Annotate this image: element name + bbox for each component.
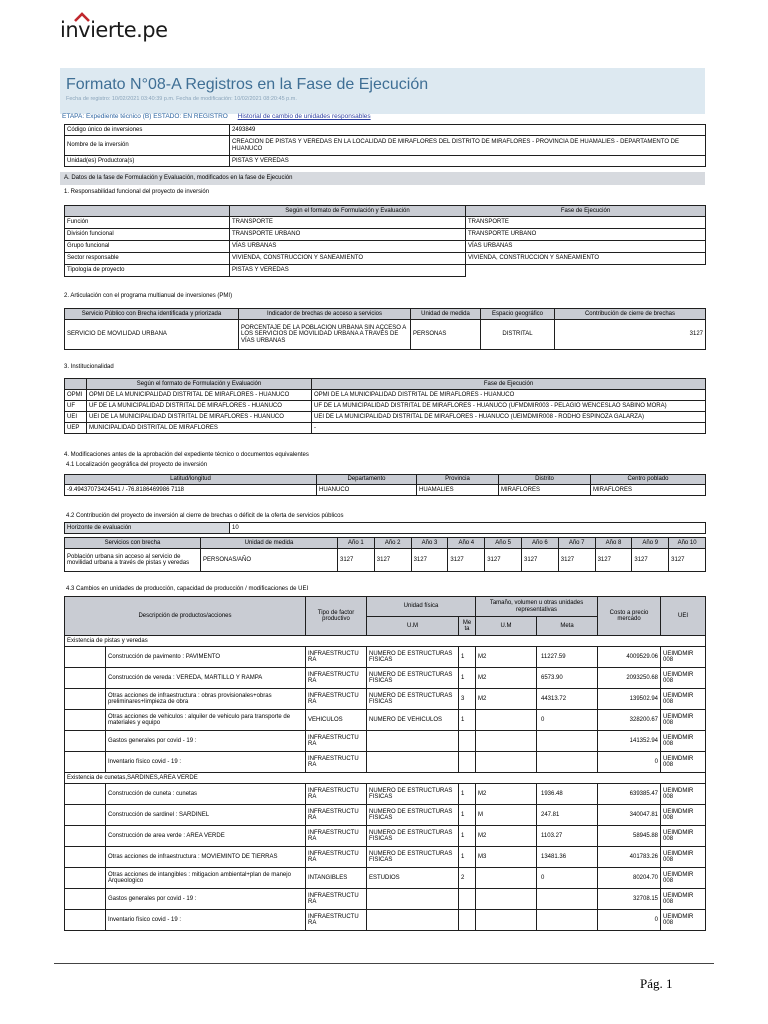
cell-meta1	[459, 752, 476, 773]
cell-tipo: INFRAESTRUCTU RA	[306, 805, 367, 826]
header-cell: Año 7	[558, 538, 595, 549]
cell: 3127	[555, 320, 706, 350]
cell-tipo: INFRAESTRUCTU RA	[306, 826, 367, 847]
cell-costo: 139502.94	[598, 689, 661, 710]
header-cell: Distrito	[499, 475, 591, 485]
cell-uei: UEIMDMIR 008	[661, 847, 706, 868]
cell-um2	[476, 910, 537, 931]
cell: OPMI DE LA MUNICIPALIDAD DISTRITAL DE MIRAFLORES - HUANUCO	[312, 390, 706, 401]
cell-um1: NUMERO DE VEHICULOS	[367, 710, 459, 731]
cell-uei: UEIMDMIR 008	[661, 805, 706, 826]
header-cell: Fase de Ejecución	[466, 206, 706, 217]
header-cell: Año 5	[485, 538, 522, 549]
cell-meta1: 1	[459, 647, 476, 668]
cell-meta1: 1	[459, 784, 476, 805]
header-uei: UEI	[661, 597, 706, 636]
table-row	[65, 731, 706, 752]
cell-desc: Construcción de vereda : VEREDA, MARTILLO Y RAMPA	[106, 668, 306, 689]
cell-um2: M2	[476, 689, 537, 710]
header-cell: Año 8	[595, 538, 632, 549]
cell: UEP	[65, 423, 87, 434]
cell: Grupo funcional	[65, 241, 230, 253]
table-row	[65, 784, 706, 805]
cell-desc: Construcción de area verde : AREA VERDE	[106, 826, 306, 847]
table-row	[65, 910, 706, 931]
section-a-title: A. Datos de la fase de Formulación y Evaluación, modificados en la fase de Ejecución	[64, 175, 293, 181]
table-row	[65, 889, 706, 910]
header-cell: Provincia	[417, 475, 499, 485]
header-cell: Año 6	[521, 538, 558, 549]
cell-desc: Construcción de cuneta : cunetas	[106, 784, 306, 805]
section-42-title: 4.2 Contribución del proyecto de inversión al cierre de brechas o déficit de la oferta de servicios públicos	[66, 513, 344, 519]
cell-meta2	[537, 752, 598, 773]
cell-uei: UEIMDMIR 008	[661, 689, 706, 710]
section-4-title: 4. Modificaciones antes de la aprobación del expediente técnico o documentos equivalentes	[64, 452, 309, 458]
cell-meta1	[459, 731, 476, 752]
cell: PERSONAS/AÑO	[201, 549, 338, 572]
cell-tipo: INFRAESTRUCTU RA	[306, 689, 367, 710]
cell-meta2	[537, 889, 598, 910]
cell-uei: UEIMDMIR 008	[661, 710, 706, 731]
cell-desc: Otras acciones de infraestructura : obras provisionales+obras preliminares+limpieza de obra	[106, 689, 306, 710]
table-row	[65, 647, 706, 668]
cell-tipo: INTANGIBLES	[306, 868, 367, 889]
indent-cell	[65, 710, 106, 731]
horizonte-label: Horizonte de evaluación	[65, 523, 230, 534]
cell-meta1	[459, 910, 476, 931]
header-costo: Costo a precio mercado	[598, 597, 661, 636]
document-header	[60, 68, 705, 114]
cell: OPMI DE LA MUNICIPALIDAD DISTRITAL DE MIRAFLORES - HUANUCO	[87, 390, 312, 401]
cell-meta2: 0	[537, 868, 598, 889]
header-cell: Fase de Ejecución	[312, 379, 706, 390]
cell: CREACION DE PISTAS Y VEREDAS EN LA LOCALIDAD DE MIRAFLORES DEL DISTRITO DE MIRAFLORES - PROVINCIA DE HUAMALIES - DEPARTAMENTO DE HUANUCO	[230, 136, 706, 156]
cell-meta2: 44313.72	[537, 689, 598, 710]
header-cell: Servicio Público con Brecha identificada y priorizada	[65, 309, 239, 320]
cell-costo: 58945.88	[598, 826, 661, 847]
header-cell: Año 3	[411, 538, 448, 549]
brechas-table	[64, 537, 706, 572]
cell-costo: 2093250.68	[598, 668, 661, 689]
cell: Código único de inversiones	[65, 125, 230, 136]
header-cell: Unidad de medida	[201, 538, 338, 549]
cell-uei: UEIMDMIR 008	[661, 731, 706, 752]
estado-label: ESTADO:	[153, 113, 182, 120]
cell-uei: UEIMDMIR 008	[661, 647, 706, 668]
cell-costo: 4009529.06	[598, 647, 661, 668]
cell: 3127	[411, 549, 448, 572]
header-cell: Espacio geográfico	[481, 309, 555, 320]
cell: Población urbana sin acceso al servicio de movilidad urbana a través de pistas y veredas	[65, 549, 201, 572]
cell-meta2: 247.81	[537, 805, 598, 826]
cell: TRANSPORTE	[230, 217, 466, 229]
page-number: Pág. 1	[640, 976, 673, 991]
footer-divider	[54, 963, 714, 964]
header-desc: Descripción de productos/acciones	[65, 597, 306, 636]
cell-um2: M	[476, 805, 537, 826]
indent-cell	[65, 826, 106, 847]
cell-uei: UEIMDMIR 008	[661, 826, 706, 847]
cell: Unidad(es) Productora(s)	[65, 156, 230, 167]
cell-um2: M2	[476, 826, 537, 847]
header-cell: Indicador de brechas de acceso a servicios	[239, 309, 411, 320]
cell-um1: NUMERO DE ESTRUCTURAS FISICAS	[367, 847, 459, 868]
header-meta1: Me ta	[459, 617, 476, 636]
cell: Tipología de proyecto	[65, 265, 230, 277]
header-um1: U.M	[367, 617, 459, 636]
header-tipo: Tipo de factor productivo	[306, 597, 367, 636]
cell: Sector responsable	[65, 253, 230, 265]
cell: UEI DE LA MUNICIPALIDAD DISTRITAL DE MIRAFLORES - HUANUCO (UEIMDMIR008 - RODHO ESPINOZA GALARZA)	[312, 412, 706, 423]
header-cell: Según el formato de Formulación y Evaluación	[87, 379, 312, 390]
cell-costo: 141352.94	[598, 731, 661, 752]
cell-uei: UEIMDMIR 008	[661, 868, 706, 889]
cell: PORCENTAJE DE LA POBLACION URBANA SIN ACCESO A LOS SERVICIOS DE MOVILIDAD URBANA A TRAVÉS DE VÍAS URBANAS	[239, 320, 411, 350]
cell-costo: 0	[598, 752, 661, 773]
etapa-label: ETAPA:	[62, 113, 85, 120]
cell-desc: Otras acciones de infraestructura : MOVIEMINTO DE TIERRAS	[106, 847, 306, 868]
table-row	[65, 826, 706, 847]
responsabilidad-table	[64, 205, 706, 277]
cell-costo: 340047.81	[598, 805, 661, 826]
indent-cell	[65, 889, 106, 910]
cell-desc: Construcción de sardinel : SARDINEL	[106, 805, 306, 826]
cell-um1	[367, 752, 459, 773]
header-unidad-fisica: Unidad física	[367, 597, 476, 617]
cell-tipo: INFRAESTRUCTU RA	[306, 647, 367, 668]
cell: 3127	[485, 549, 522, 572]
record-dates: Fecha de registro: 10/02/2021 03:40:39 p.m. Fecha de modificación: 10/02/2021 08:20:45 p.m.	[66, 96, 297, 102]
historial-link[interactable]: Historial de cambio de unidades responsables	[237, 113, 371, 120]
header-tamano: Tamaño, volumen u otras unidades representativas	[476, 597, 598, 617]
indent-cell	[65, 647, 106, 668]
cell: UF	[65, 401, 87, 412]
cell-tipo: VEHICULOS	[306, 710, 367, 731]
section-2-title: 2. Articulación con el programa multianual de inversiones (PMI)	[64, 293, 233, 299]
cell-um2	[476, 731, 537, 752]
cell-tipo: INFRAESTRUCTU RA	[306, 668, 367, 689]
header-cell: Unidad de medida	[411, 309, 481, 320]
cell-desc: Inventario físico covid - 19 :	[106, 910, 306, 931]
cell-tipo: INFRAESTRUCTU RA	[306, 910, 367, 931]
section-3-title: 3. Institucionalidad	[64, 364, 114, 370]
cell: Nombre de la inversión	[65, 136, 230, 156]
cell: VÍAS URBANAS	[230, 241, 466, 253]
table-row	[65, 868, 706, 889]
header-cell	[65, 379, 87, 390]
cell: HUANUCO	[317, 485, 417, 496]
cell: -	[312, 423, 706, 434]
cell: -9.49437073424541 / -76.8186469986 7118	[65, 485, 317, 496]
cell: HUAMALIES	[417, 485, 499, 496]
cell-um2	[476, 752, 537, 773]
cell-um1: NUMERO DE ESTRUCTURAS FISICAS	[367, 805, 459, 826]
cell: MUNICIPALIDAD DISTRITAL DE MIRAFLORES	[87, 423, 312, 434]
cell-um2: M2	[476, 784, 537, 805]
cell-costo: 80204.70	[598, 868, 661, 889]
cell-um1	[367, 889, 459, 910]
cell-desc: Gastos generales por covid - 19 :	[106, 889, 306, 910]
table-row	[65, 689, 706, 710]
cell-um1: NUMERO DE ESTRUCTURAS FISICAS	[367, 784, 459, 805]
header-cell	[65, 206, 230, 217]
cell: PISTAS Y VEREDAS	[230, 156, 706, 167]
cell-desc: Otras acciones de intangibles : mitigacion ambiental+plan de manejo Arqueologico	[106, 868, 306, 889]
cell-uei: UEIMDMIR 008	[661, 889, 706, 910]
group-title: Existencia de cunetas,SARDINES,AREA VERDE	[65, 773, 706, 784]
indent-cell	[65, 689, 106, 710]
cell-meta1: 1	[459, 847, 476, 868]
indent-cell	[65, 805, 106, 826]
cell-meta1: 2	[459, 868, 476, 889]
cell: 3127	[338, 549, 375, 572]
cell-um1: NUMERO DE ESTRUCTURAS FISICAS	[367, 826, 459, 847]
table-row	[65, 752, 706, 773]
cell-meta2: 1936.48	[537, 784, 598, 805]
section-41-title: 4.1 Localización geográfica del proyecto de inversión	[66, 462, 208, 468]
cell-meta1: 1	[459, 668, 476, 689]
cell: 3127	[374, 549, 411, 572]
table-row	[65, 668, 706, 689]
etapa-line	[62, 113, 371, 120]
cell-meta2	[537, 910, 598, 931]
cell: 3127	[595, 549, 632, 572]
cell: 3127	[558, 549, 595, 572]
institucionalidad-table	[64, 378, 706, 434]
cell-meta2	[537, 731, 598, 752]
header-meta2: Meta	[537, 617, 598, 636]
indent-cell	[65, 668, 106, 689]
cell-um2: M2	[476, 647, 537, 668]
indent-cell	[65, 784, 106, 805]
cell-desc: Otras acciones de vehiculos : alquiler de vehiculo para transporte de materiales y equipo	[106, 710, 306, 731]
logo-text: invierte.pe	[60, 18, 168, 42]
cell-costo: 0	[598, 910, 661, 931]
table-row	[65, 847, 706, 868]
cell: UF DE LA MUNICIPALIDAD DISTRITAL DE MIRAFLORES - HUANUCO (UFMDMIR003 - PELAGIO WENCESLAO SABINO MORA)	[312, 401, 706, 412]
cell-costo: 639385.47	[598, 784, 661, 805]
group-row	[65, 636, 706, 647]
cell: 3127	[521, 549, 558, 572]
header-cell: Año 2	[374, 538, 411, 549]
cell-um1	[367, 731, 459, 752]
header-cell: Latitud/longitud	[65, 475, 317, 485]
header-cell: Centro poblado	[591, 475, 706, 485]
general-info-table	[64, 124, 706, 167]
cell-meta2: 13481.36	[537, 847, 598, 868]
cell-um1	[367, 910, 459, 931]
section-1-title: 1. Responsabilidad funcional del proyecto de inversión	[64, 189, 210, 195]
cell-um1: NUMERO DE ESTRUCTURAS FISICAS	[367, 689, 459, 710]
indent-cell	[65, 847, 106, 868]
cell-uei: UEIMDMIR 008	[661, 752, 706, 773]
cell: 3127	[632, 549, 669, 572]
cell: VÍAS URBANAS	[466, 241, 706, 253]
cell: DISTRITAL	[481, 320, 555, 350]
cell: TRANSPORTE	[466, 217, 706, 229]
cell-costo: 401783.26	[598, 847, 661, 868]
cell-meta1: 1	[459, 710, 476, 731]
cell-desc: Construcción de pavimento : PAVIMENTO	[106, 647, 306, 668]
cell-um2: M2	[476, 668, 537, 689]
cell: UF DE LA MUNICIPALIDAD DISTRITAL DE MIRAFLORES - HUANUCO	[87, 401, 312, 412]
cell: VIVIENDA, CONSTRUCCION Y SANEAMIENTO	[230, 253, 466, 265]
cell-um2	[476, 710, 537, 731]
cell: Función	[65, 217, 230, 229]
cell: VIVIENDA, CONSTRUCCION Y SANEAMIENTO	[466, 253, 706, 265]
table-row	[65, 710, 706, 731]
cell: UEI DE LA MUNICIPALIDAD DISTRITAL DE MIRAFLORES - HUANUCO	[87, 412, 312, 423]
etapa-value: Expediente técnico (B)	[85, 113, 152, 120]
cell-tipo: INFRAESTRUCTU RA	[306, 784, 367, 805]
horizonte-value: 10	[230, 523, 706, 534]
section-43-title: 4.3 Cambios en unidades de producción, capacidad de producción / modificaciones de UEI	[66, 586, 309, 592]
header-cell: Contribución de cierre de brechas	[555, 309, 706, 320]
cell: MIRAFLORES	[591, 485, 706, 496]
header-cell: Año 1	[338, 538, 375, 549]
cell-tipo: INFRAESTRUCTU RA	[306, 731, 367, 752]
cell-meta1: 1	[459, 826, 476, 847]
indent-cell	[65, 910, 106, 931]
cell: 2493849	[230, 125, 706, 136]
cell-uei: UEIMDMIR 008	[661, 784, 706, 805]
cell-meta2: 0	[537, 710, 598, 731]
cell-meta2: 6573.90	[537, 668, 598, 689]
pmi-table	[64, 308, 706, 350]
cell: UEI	[65, 412, 87, 423]
cell-uei: UEIMDMIR 008	[661, 668, 706, 689]
localizacion-table	[64, 474, 706, 496]
page-title: Formato N°08-A Registros en la Fase de Ejecución	[66, 76, 429, 93]
cell: MIRAFLORES	[499, 485, 591, 496]
cell-costo: 32708.15	[598, 889, 661, 910]
cell: SERVICIO DE MOVILIDAD URBANA	[65, 320, 239, 350]
group-row	[65, 773, 706, 784]
table-row	[65, 805, 706, 826]
cell: TRANSPORTE URBANO	[466, 229, 706, 241]
cell: 3127	[669, 549, 706, 572]
cell-tipo: INFRAESTRUCTU RA	[306, 847, 367, 868]
cell-meta1: 1	[459, 805, 476, 826]
header-cell: Servicios con brecha	[65, 538, 201, 549]
cell-desc: Inventario físico covid - 19 :	[106, 752, 306, 773]
cell-meta1	[459, 889, 476, 910]
cell-tipo: INFRAESTRUCTU RA	[306, 889, 367, 910]
cell-um2: M3	[476, 847, 537, 868]
group-title: Existencia de pistas y veredas	[65, 636, 706, 647]
cell: PERSONAS	[411, 320, 481, 350]
cell-desc: Gastos generales por covid - 19 :	[106, 731, 306, 752]
header-um2: U.M	[476, 617, 537, 636]
cambios-table	[64, 596, 706, 931]
header-cell: Año 4	[448, 538, 485, 549]
indent-cell	[65, 752, 106, 773]
cell-meta2: 11227.59	[537, 647, 598, 668]
header-cell: Según el formato de Formulación y Evaluación	[230, 206, 466, 217]
estado-value: EN REGISTRO	[183, 113, 228, 120]
cell-um1: ESTUDIOS	[367, 868, 459, 889]
cell	[466, 265, 706, 277]
cell: OPMI	[65, 390, 87, 401]
horizonte-table	[64, 522, 706, 534]
cell: TRANSPORTE URBANO	[230, 229, 466, 241]
indent-cell	[65, 731, 106, 752]
cell-um2	[476, 868, 537, 889]
cell-um1: NUMERO DE ESTRUCTURAS FISICAS	[367, 647, 459, 668]
section-a-banner	[60, 172, 705, 185]
cell-tipo: INFRAESTRUCTU RA	[306, 752, 367, 773]
cell-uei: UEIMDMIR 008	[661, 910, 706, 931]
cell: División funcional	[65, 229, 230, 241]
cell-costo: 328200.67	[598, 710, 661, 731]
cell-um1: NUMERO DE ESTRUCTURAS FISICAS	[367, 668, 459, 689]
cell-um2	[476, 889, 537, 910]
cell: PISTAS Y VEREDAS	[230, 265, 466, 277]
indent-cell	[65, 868, 106, 889]
cell-meta1: 3	[459, 689, 476, 710]
header-cell: Año 10	[669, 538, 706, 549]
cell-meta2: 1103.27	[537, 826, 598, 847]
cell: 3127	[448, 549, 485, 572]
header-cell: Departamento	[317, 475, 417, 485]
header-cell: Año 9	[632, 538, 669, 549]
